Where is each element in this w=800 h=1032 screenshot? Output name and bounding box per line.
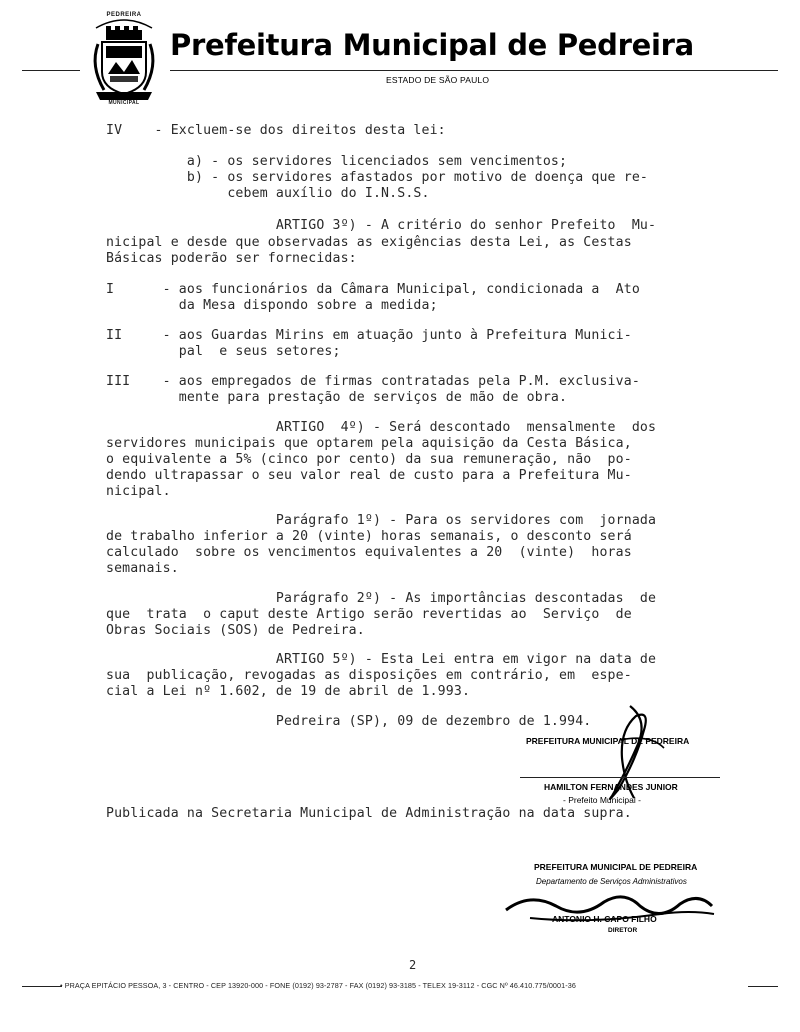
mayor-role: - Prefeito Municipal - (563, 795, 641, 805)
body-line: calculado sobre os vencimentos equivalentes a 20 (vinte) horas (106, 545, 632, 560)
body-line: nicipal e desde que observadas as exigências desta Lei, as Cestas (106, 235, 632, 250)
crest-bottom-text: MUNICIPAL (108, 100, 140, 106)
body-line: Obras Sociais (SOS) de Pedreira. (106, 623, 365, 638)
body-line: I - aos funcionários da Câmara Municipal, condicionada a Ato (106, 282, 640, 297)
body-line: IV - Excluem-se dos direitos desta lei: (106, 123, 446, 138)
publication-note: Publicada na Secretaria Municipal de Administração na data supra. (106, 806, 632, 821)
mayor-org: PREFEITURA MUNICIPAL DE PEDREIRA (526, 736, 690, 746)
body-line: ARTIGO 5º) - Esta Lei entra em vigor na data de (106, 652, 657, 667)
body-line: ARTIGO 4º) - Será descontado mensalmente dos (106, 420, 657, 435)
body-line: ARTIGO 3º) - A critério do senhor Prefeito Mu- (106, 218, 657, 233)
body-line: dendo ultrapassar o seu valor real de custo para a Prefeitura Mu- (106, 468, 632, 483)
mayor-name: HAMILTON FERNANDES JUNIOR (544, 782, 678, 792)
body-line: Parágrafo 1º) - Para os servidores com jornada (106, 513, 657, 528)
body-line: a) - os servidores licenciados sem vencimentos; (106, 154, 568, 169)
body-line: que trata o caput deste Artigo serão revertidas ao Serviço de (106, 607, 632, 622)
footer-address: • PRAÇA EPITÁCIO PESSOA, 3 - CENTRO - CEP 13920-000 - FONE (0192) 93-2787 - FAX (0192) 93-3185 - TELEX 19-3112 - CGC Nº 46.410.775/0001-36 (60, 981, 576, 990)
body-line: semanais. (106, 561, 179, 576)
body-line: mente para prestação de serviços de mão de obra. (106, 390, 568, 405)
signature-scribble-icon (560, 700, 680, 810)
page-title: Prefeitura Municipal de Pedreira (170, 28, 694, 62)
state-subtitle: ESTADO DE SÃO PAULO (386, 75, 490, 85)
dept-org: PREFEITURA MUNICIPAL DE PEDREIRA (534, 862, 698, 872)
director-role: DIRETOR (608, 927, 638, 934)
crest-icon (88, 14, 160, 106)
body-line: cial a Lei nº 1.602, de 19 de abril de 1.993. (106, 684, 471, 699)
crest-top-text: PEDREIRA (106, 12, 142, 18)
header-rule-right (170, 70, 778, 71)
body-line: servidores municipais que optarem pela aquisição da Cesta Básica, (106, 436, 632, 451)
body-line: cebem auxílio do I.N.S.S. (106, 186, 430, 201)
body-line: Parágrafo 2º) - As importâncias descontadas de (106, 591, 657, 606)
director-name: ANTONIO H. CAPO FILHO (552, 914, 657, 924)
body-line: o equivalente a 5% (cinco por cento) da sua remuneração, não po- (106, 452, 632, 467)
mayor-signature (560, 700, 680, 810)
body-line: sua publicação, revogadas as disposições em contrário, em espe- (106, 668, 632, 683)
municipal-crest (88, 14, 160, 106)
footer-rule-left (22, 986, 62, 987)
footer-rule-right (748, 986, 778, 987)
date-line: Pedreira (SP), 09 de dezembro de 1.994. (106, 714, 592, 729)
body-line: II - aos Guardas Mirins em atuação junto à Prefeitura Munici- (106, 328, 632, 343)
mayor-sign-line (520, 777, 720, 778)
body-line: de trabalho inferior a 20 (vinte) horas semanais, o desconto será (106, 529, 632, 544)
body-line: b) - os servidores afastados por motivo de doença que re- (106, 170, 648, 185)
body-line: da Mesa dispondo sobre a medida; (106, 298, 438, 313)
body-line: nicipal. (106, 484, 171, 499)
page-number: 2 (409, 958, 417, 972)
header-rule-left (22, 70, 80, 71)
body-line: III - aos empregados de firmas contratadas pela P.M. exclusiva- (106, 374, 640, 389)
body-line: Básicas poderão ser fornecidas: (106, 251, 357, 266)
body-line: pal e seus setores; (106, 344, 341, 359)
dept-name: Departamento de Serviços Administrativos (536, 877, 687, 886)
